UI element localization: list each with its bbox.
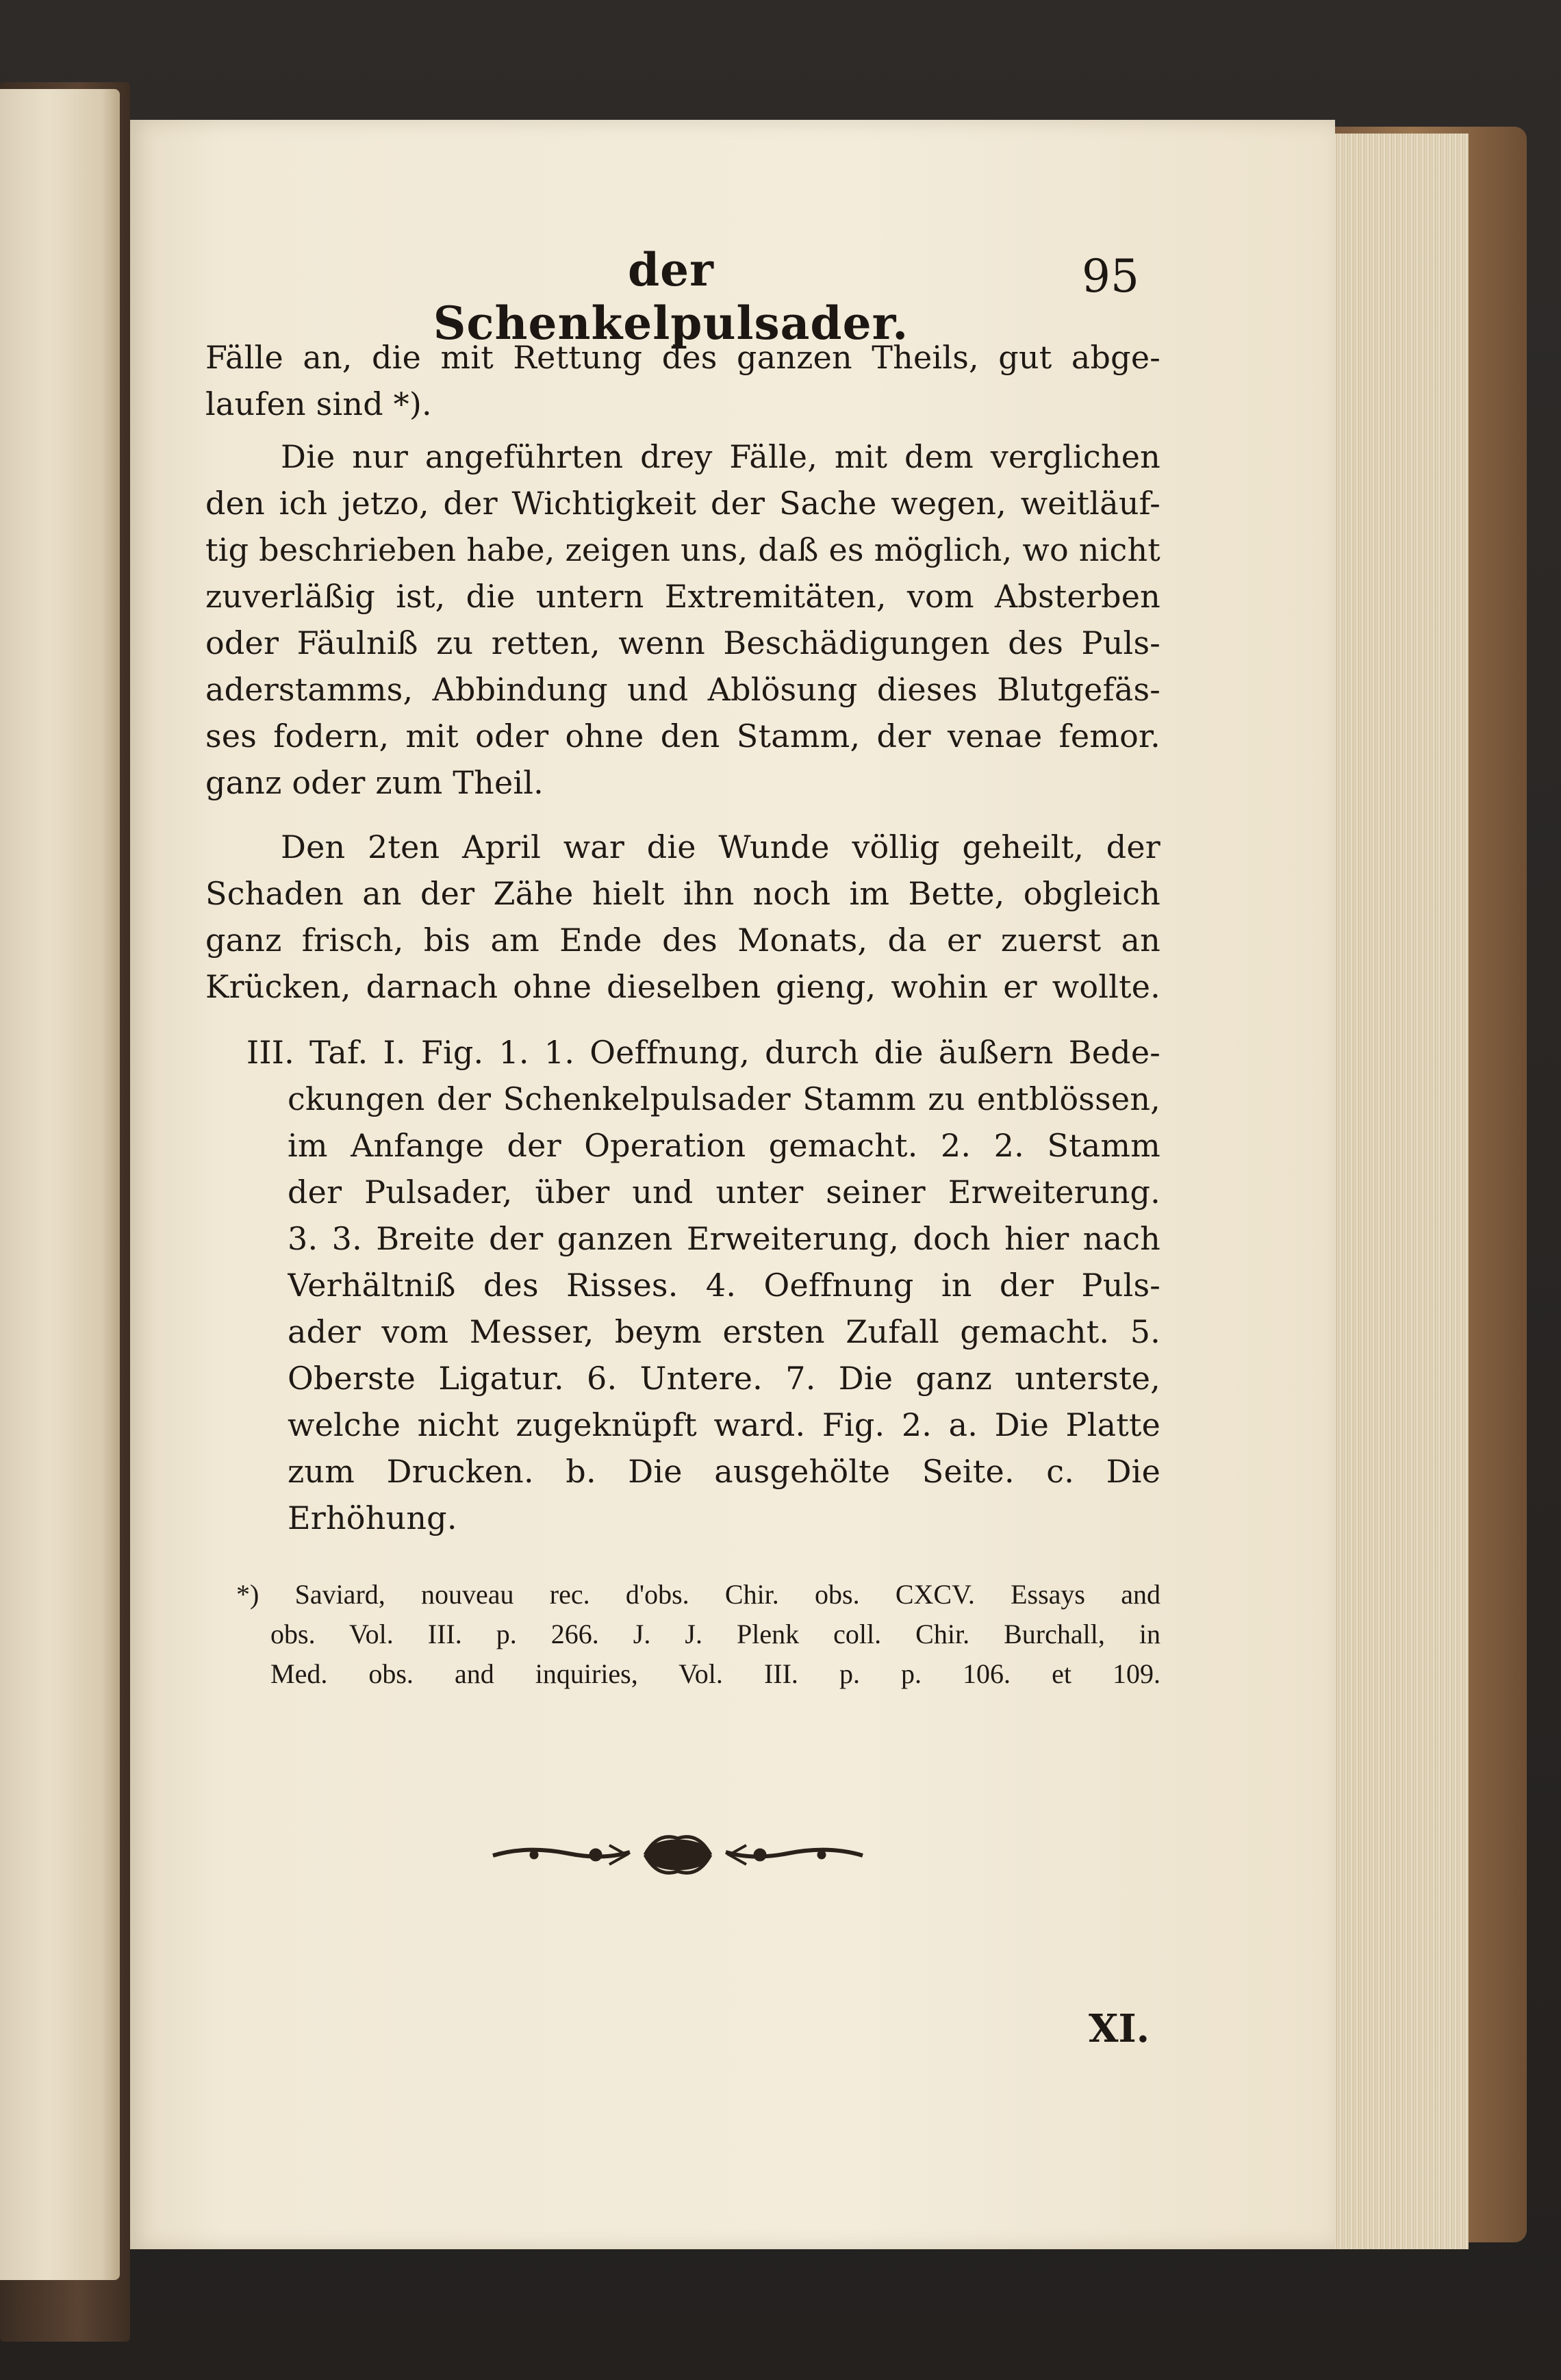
text-line: laufen sind *). xyxy=(205,385,432,422)
text-line: oder Fäulniß zu retten, wenn Beschädigungen des Puls- xyxy=(205,624,1160,661)
text-line: zuverläßig ist, die untern Extremitäten, vom Absterben xyxy=(205,578,1160,615)
text-line: Schaden an der Zähe hielt ihn noch im Bette, obgleich xyxy=(205,875,1160,912)
text-line: ganz frisch, bis am Ende des Monats, da er zuerst an xyxy=(205,922,1160,959)
text-line: Krücken, darnach ohne dieselben gieng, wohin er wollte. xyxy=(205,968,1160,1005)
text-line: Oberste Ligatur. 6. Untere. 7. Die ganz unterste, xyxy=(288,1360,1160,1397)
footnote-line: *) Saviard, nouveau rec. d'obs. Chir. obs. CXCV. Essays and xyxy=(236,1579,1160,1610)
catchword: XI. xyxy=(1089,2006,1150,2051)
text-line: ader vom Messer, beym ersten Zufall gemacht. 5. xyxy=(288,1313,1160,1350)
text-line: Die nur angeführten drey Fälle, mit dem verglichen xyxy=(281,438,1160,475)
text-line: Verhältniß des Risses. 4. Oeffnung in der Puls- xyxy=(288,1267,1160,1304)
text-line: 3. 3. Breite der ganzen Erweiterung, doch hier nach xyxy=(288,1220,1160,1257)
page-edges xyxy=(1332,134,1469,2249)
text-line: ckungen der Schenkelpulsader Stamm zu entblössen, xyxy=(288,1080,1160,1117)
footnote-line: Med. obs. and inquiries, Vol. III. p. p. 106. et 109. xyxy=(270,1658,1160,1689)
text-line: aderstamms, Abbindung und Ablösung dieses Blutgefäs- xyxy=(205,671,1160,708)
text-line: Erhöhung. xyxy=(288,1499,457,1536)
text-line: Fälle an, die mit Rettung des ganzen Theils, gut abge- xyxy=(205,339,1160,376)
running-title: der Schenkelpulsader. xyxy=(433,243,909,350)
text-line: ganz oder zum Theil. xyxy=(205,764,544,801)
page-header xyxy=(130,243,1335,350)
text-line: zum Drucken. b. Die ausgehölte Seite. c. Die xyxy=(288,1453,1160,1490)
footnote-line: obs. Vol. III. p. 266. J. J. Plenk coll. Chir. Burchall, in xyxy=(270,1619,1160,1649)
text-line: im Anfange der Operation gemacht. 2. 2. Stamm xyxy=(288,1127,1160,1164)
text-line: III. Taf. I. Fig. 1. 1. Oeffnung, durch die äußern Bede- xyxy=(246,1034,1160,1071)
book-page xyxy=(130,120,1335,2249)
page-number: 95 xyxy=(1082,250,1139,303)
text-line: den ich jetzo, der Wichtigkeit der Sache wegen, weitläuf- xyxy=(205,485,1160,522)
ornament-flourish xyxy=(486,1825,870,1886)
text-line: welche nicht zugeknüpft ward. Fig. 2. a. Die Platte xyxy=(288,1406,1160,1443)
text-line: der Pulsader, über und unter seiner Erweiterung. xyxy=(288,1174,1160,1211)
text-line: ses fodern, mit oder ohne den Stamm, der venae femor. xyxy=(205,718,1160,755)
text-line: Den 2ten April war die Wunde völlig geheilt, der xyxy=(281,828,1160,865)
text-line: tig beschrieben habe, zeigen uns, daß es möglich, wo nicht xyxy=(205,531,1160,568)
left-page-edge xyxy=(0,89,120,2280)
